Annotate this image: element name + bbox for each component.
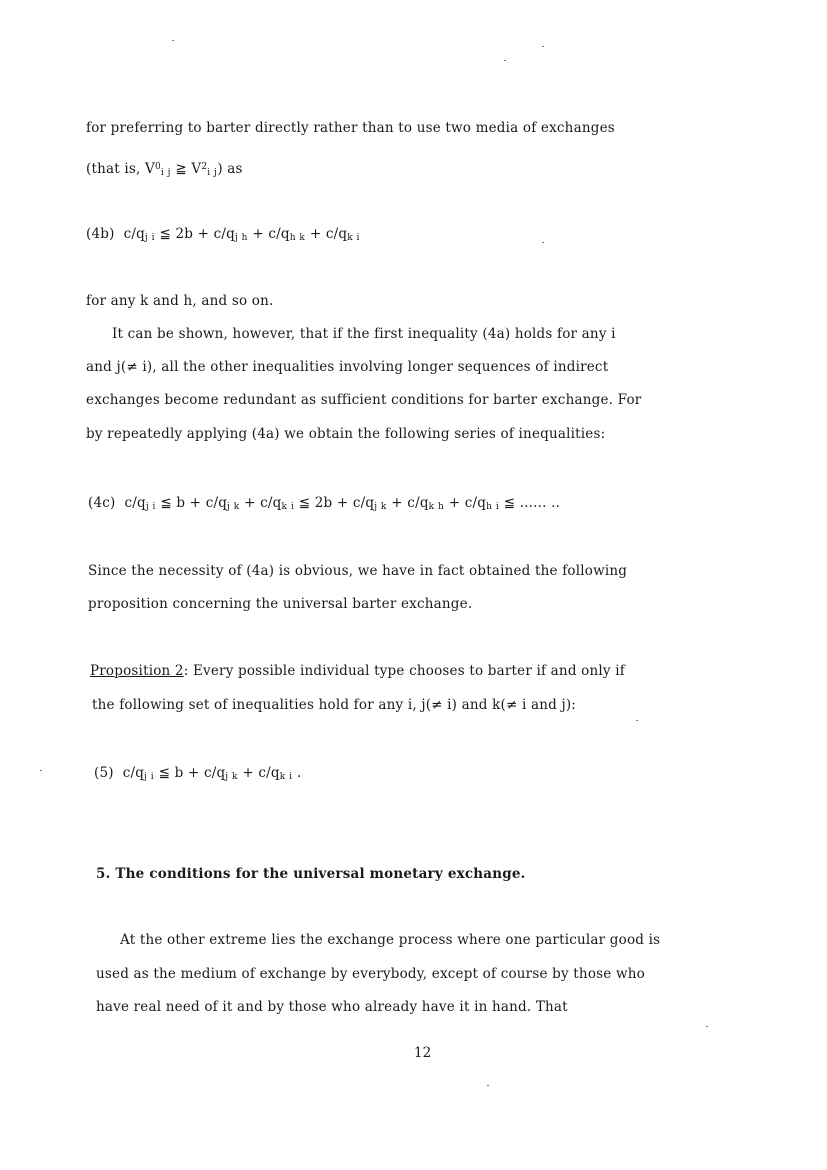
text-line: exchanges become redundant as sufficient conditions for barter exchange. For bbox=[86, 392, 642, 408]
proposition-line bbox=[90, 662, 625, 680]
subscript: h i bbox=[486, 502, 500, 512]
subscript: k i bbox=[281, 502, 295, 512]
scan-speck bbox=[40, 770, 42, 771]
equation-5 bbox=[94, 764, 301, 786]
subscript: j i bbox=[144, 233, 155, 243]
text-fragment: ≦ 2b + c/q bbox=[154, 226, 235, 242]
subscript: j i bbox=[144, 772, 155, 782]
text-line: proposition concerning the universal barter exchange. bbox=[88, 596, 473, 612]
text-fragment: : Every possible individual type chooses to barter if and only if bbox=[183, 663, 625, 679]
text-fragment: + c/q bbox=[239, 495, 282, 511]
subscript: k h bbox=[428, 502, 445, 512]
text-fragment: ≦ 2b + c/q bbox=[294, 495, 375, 511]
subscript: j k bbox=[227, 502, 240, 512]
text-fragment: ≦ ...... .. bbox=[499, 495, 561, 511]
text-line: have real need of it and by those who already have it in hand. That bbox=[96, 999, 568, 1015]
subscript: j i bbox=[145, 502, 156, 512]
text-fragment: + c/q bbox=[237, 765, 280, 781]
subscript: j h bbox=[234, 233, 248, 243]
equation-label: (4b) bbox=[86, 226, 115, 242]
text-line: At the other extreme lies the exchange process where one particular good is bbox=[120, 932, 661, 948]
text-line bbox=[86, 158, 243, 182]
text-line: the following set of inequalities hold for any i, j(≠ i) and k(≠ i and j): bbox=[92, 697, 577, 713]
subscript: k i bbox=[279, 772, 293, 782]
text-fragment: ≦ b + c/q bbox=[154, 765, 226, 781]
text-fragment: + c/q bbox=[386, 495, 429, 511]
text-line: for any k and h, and so on. bbox=[86, 293, 274, 309]
text-line: by repeatedly applying (4a) we obtain the following series of inequalities: bbox=[86, 426, 606, 442]
text-line: It can be shown, however, that if the first inequality (4a) holds for any i bbox=[112, 326, 616, 342]
text-fragment: + c/q bbox=[444, 495, 487, 511]
page-number: 12 bbox=[414, 1045, 432, 1061]
text-fragment: ) as bbox=[217, 161, 243, 177]
scan-speck bbox=[636, 720, 638, 721]
text-fragment: + c/q bbox=[305, 226, 348, 242]
subscript: i j bbox=[207, 168, 218, 178]
text-line: and j(≠ i), all the other inequalities involving longer sequences of indirect bbox=[86, 359, 609, 375]
subscript: j k bbox=[374, 502, 387, 512]
text-fragment: (that is, V bbox=[86, 161, 155, 177]
text-line: used as the medium of exchange by everybody, except of course by those who bbox=[96, 966, 645, 982]
subscript: h k bbox=[289, 233, 306, 243]
equation-4c bbox=[88, 494, 560, 516]
scan-speck bbox=[487, 1085, 489, 1086]
scan-speck bbox=[172, 40, 174, 41]
proposition-label: Proposition 2 bbox=[90, 663, 184, 679]
equation-4b bbox=[86, 225, 360, 247]
text-line: for preferring to barter directly rather than to use two media of exchanges bbox=[86, 120, 615, 136]
text-fragment: c/q bbox=[124, 495, 146, 511]
section-heading: 5. The conditions for the universal monetary exchange. bbox=[96, 866, 526, 882]
text-fragment: ≦ b + c/q bbox=[155, 495, 228, 511]
text-fragment: c/q bbox=[122, 765, 145, 781]
superscript: 2 bbox=[201, 162, 208, 172]
scan-speck bbox=[542, 242, 544, 243]
scan-speck bbox=[504, 60, 506, 61]
text-fragment: c/q bbox=[123, 226, 145, 242]
subscript: k i bbox=[347, 233, 360, 243]
equation-label: (4c) bbox=[88, 495, 116, 511]
text-line: Since the necessity of (4a) is obvious, we have in fact obtained the following bbox=[88, 563, 628, 579]
subscript: i j bbox=[160, 168, 171, 178]
text-fragment: . bbox=[292, 765, 302, 781]
scan-speck bbox=[706, 1026, 708, 1027]
scan-speck bbox=[542, 46, 544, 47]
equation-label: (5) bbox=[94, 765, 114, 781]
superscript: 0 bbox=[154, 162, 161, 172]
text-fragment: ≧ V bbox=[170, 161, 202, 177]
subscript: j k bbox=[225, 772, 238, 782]
text-fragment: + c/q bbox=[247, 226, 290, 242]
